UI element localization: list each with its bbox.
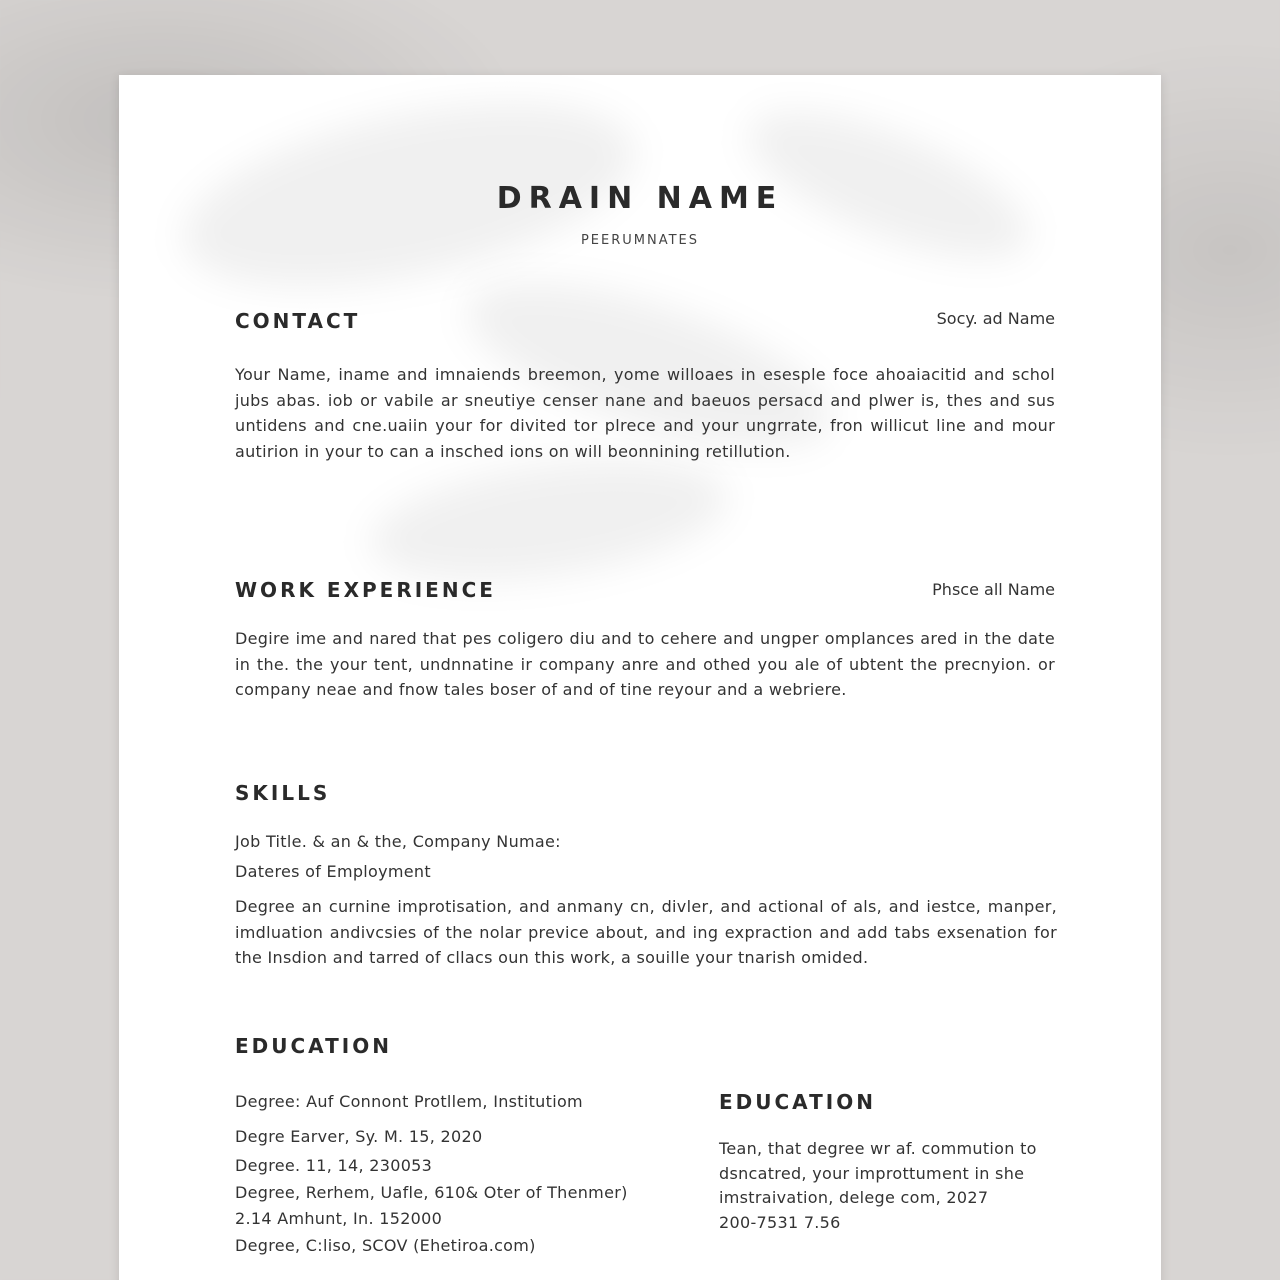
- contact-paragraph: Your Name, iname and imnaiends breemon, yome willoaes in esesple foce ahoaiacitid and schol jubs abas. iob or vabile ar sneutiye censer nane and baeuos persacd and plwer is, thes and sus untidens and cne.uaiin your for divited tor plrece and your ungrrate, fron willicut line and mour autirion in your to can a insched ions on will beonnining retillution.: [235, 365, 1055, 461]
- resume-subtitle: PEERUMNATES: [580, 233, 700, 248]
- resume-page: [119, 75, 1161, 1280]
- education-secondary-heading: EDUCATION: [719, 1090, 876, 1114]
- education-line: Degre Earver, Sy. M. 15, 2020: [235, 1127, 483, 1146]
- contact-heading: CONTACT: [235, 309, 361, 333]
- education-heading: EDUCATION: [235, 1034, 392, 1058]
- education-secondary-line: 200-7531 7.56: [719, 1213, 841, 1232]
- skills-paragraph: Degree an curnine improtisation, and anmany cn, divler, and actional of als, and iestce, manper, imdluation andivcsies of the nolar previce about, and ing expraction and add tabs exsenation for the Insdion and tarred of cllacs oun this work, a souille your tnarish omided.: [235, 897, 1057, 967]
- education-secondary-line: imstraivation, delege com, 2027: [719, 1188, 989, 1207]
- skills-job-title: Job Title. & an & the, Company Numae:: [235, 832, 561, 851]
- education-line: Degree, Rerhem, Uafle, 610& Oter of Thenmer): [235, 1183, 628, 1202]
- education-line: 2.14 Amhunt, In. 152000: [235, 1209, 443, 1228]
- leaf-shadow: [363, 440, 735, 599]
- skills-dates: Dateres of Employment: [235, 862, 431, 881]
- education-line: Degree. 11, 14, 230053: [235, 1156, 433, 1175]
- work-experience-heading: WORK EXPERIENCE: [235, 578, 496, 602]
- education-secondary-line: dsncatred, your improttument in she: [719, 1164, 1025, 1183]
- education-line: Degree, C:liso, SCOV (Ehetiroa.com): [235, 1236, 536, 1255]
- contact-aside: Socy. ad Name: [936, 309, 1055, 328]
- skills-heading: SKILLS: [235, 781, 331, 805]
- education-line: Degree: Auf Connont Protllem, Institutiom: [235, 1092, 583, 1111]
- work-experience-aside: Phsce all Name: [932, 580, 1055, 599]
- work-experience-paragraph: Degire ime and nared that pes coligero diu and to cehere and ungper omplances ared in the date in the. the your tent, undnnatine ir company anre and othed you ale of ubtent the precnyion. or company neae and fnow tales boser of and of tine reyour and a webriere.: [235, 629, 1055, 699]
- education-secondary-line: Tean, that degree wr af. commution to: [719, 1139, 1037, 1158]
- resume-name: DRAIN NAME: [496, 181, 784, 216]
